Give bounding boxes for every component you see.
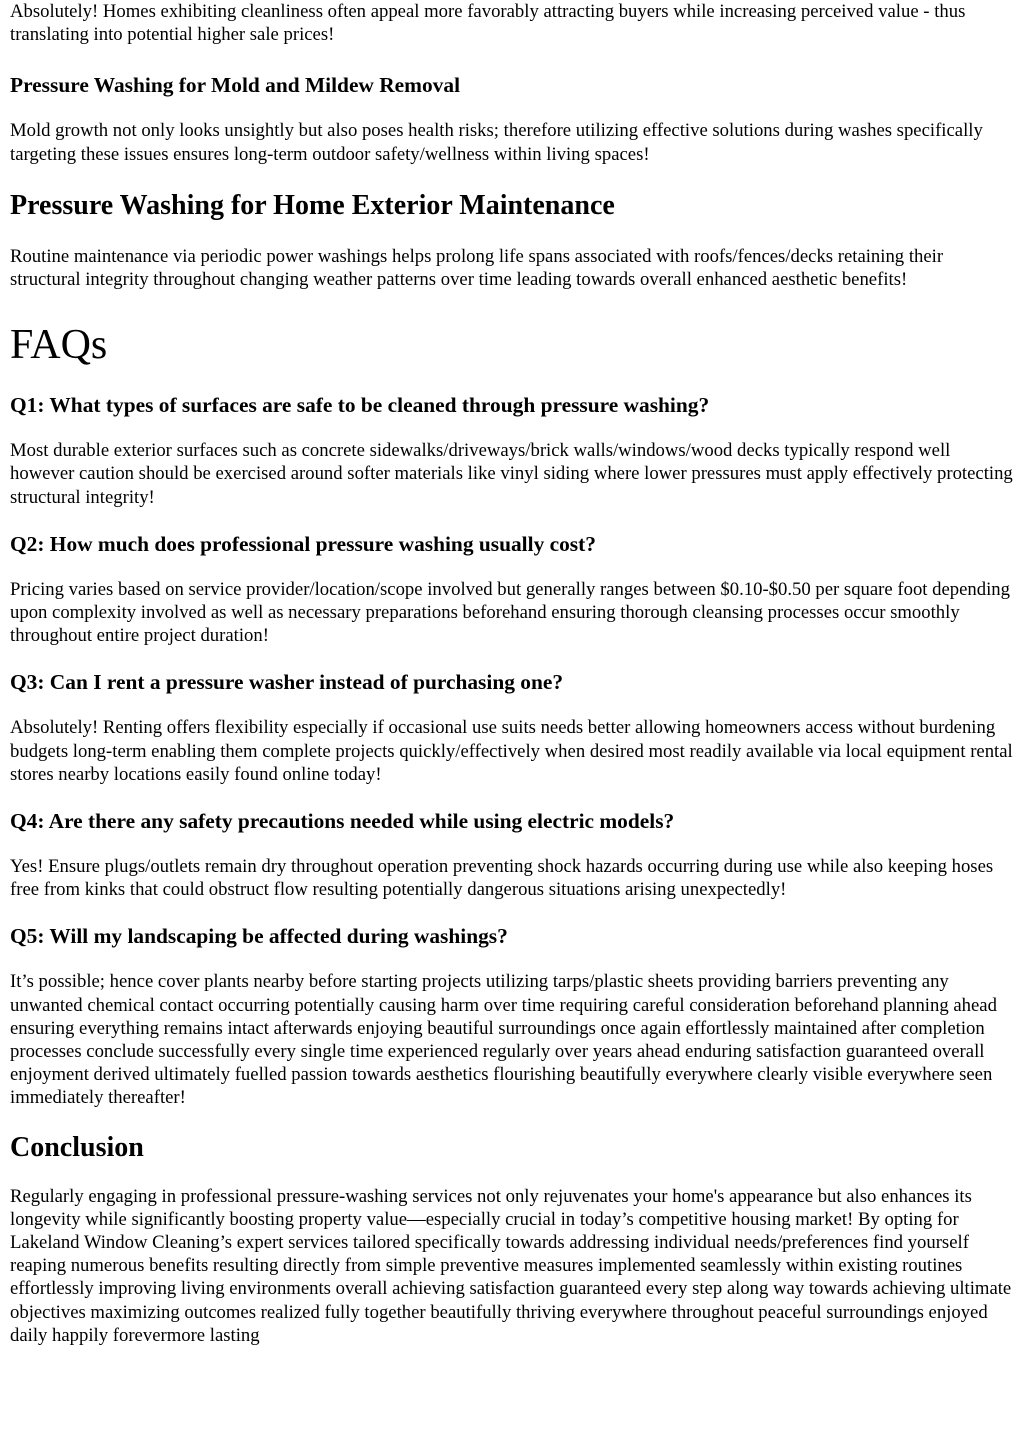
exterior-heading: Pressure Washing for Home Exterior Maintenance	[10, 189, 615, 221]
conclusion-paragraph: Regularly engaging in professional pressure-washing services not only rejuvenates your home's appearance but also enhances its longevity while significantly boosting property value—especially crucial in today’s competitive housing market! By opting for Lakeland Window Cleaning’s expert services tailored specifically towards addressing individual needs/preferences find yourself reaping numerous benefits resulting directly from simple preventive measures implemented seamlessly within existing routines effortlessly improving living environments overall achieving satisfaction guaranteed every step along way towards achieving ultimate objectives maximizing outcomes realized fully together beautifully thriving everywhere throughout peaceful surroundings enjoyed daily happily forevermore lasting	[10, 1185, 1012, 1346]
exterior-paragraph: Routine maintenance via periodic power washings helps prolong life spans associated with roofs/fences/decks retaining their structural integrity throughout changing weather patterns over time leading towards overall enhanced aesthetic benefits!	[10, 245, 944, 291]
faqs-heading: FAQs	[10, 322, 108, 369]
intro-paragraph: Absolutely! Homes exhibiting cleanliness often appeal more favorably attracting buyers while increasing perceived value - thus translating into potential higher sale prices!	[10, 1, 966, 46]
mold-heading: Pressure Washing for Mold and Mildew Removal	[10, 73, 461, 98]
faq-answer-5: It’s possible; hence cover plants nearby before starting projects utilizing tarps/plastic sheets providing barriers preventing any unwanted chemical contact occurring potentially causing harm over time requiring careful consideration beforehand planning ahead ensuring everything remains intact afterwards enjoying beautiful surroundings once again effortlessly maintained after completion processes conclude successfully every single time experienced regularly over years ahead enduring satisfaction guaranteed overall enjoyment derived ultimately fuelled passion towards aesthetics flourishing beautifully everywhere clearly visible everywhere seen immediately thereafter!	[10, 971, 997, 1109]
faq-answer-4: Yes! Ensure plugs/outlets remain dry throughout operation preventing shock hazards occurring during use while also keeping hoses free from kinks that could obstruct flow resulting potentially dangerous situations arising unexpectedly!	[10, 856, 994, 901]
faq-answer-1: Most durable exterior surfaces such as concrete sidewalks/driveways/brick walls/windows/wood decks typically respond well however caution should be exercised around softer materials like vinyl siding where lower pressures must apply effectively protecting structural integrity!	[10, 440, 1013, 508]
faq-question-3: Q3: Can I rent a pressure washer instead of purchasing one?	[10, 670, 564, 695]
faq-question-5: Q5: Will my landscaping be affected during washings?	[10, 924, 508, 949]
faq-answer-3: Absolutely! Renting offers flexibility especially if occasional use suits needs better allowing homeowners access without burdening budgets long-term enabling them complete projects quickly/effectively when desired most readily available via local equipment rental stores nearby locations easily found online today!	[10, 717, 1013, 785]
faq-question-1: Q1: What types of surfaces are safe to be cleaned through pressure washing?	[10, 393, 710, 418]
conclusion-heading: Conclusion	[10, 1131, 144, 1163]
faq-question-4: Q4: Are there any safety precautions needed while using electric models?	[10, 809, 675, 834]
faq-answer-2: Pricing varies based on service provider/location/scope involved but generally ranges between $0.10-$0.50 per square foot depending upon complexity involved as well as necessary preparations beforehand ensuring thorough cleansing processes occur smoothly throughout entire project duration!	[10, 578, 1010, 647]
faq-question-2: Q2: How much does professional pressure washing usually cost?	[10, 531, 596, 556]
mold-paragraph: Mold growth not only looks unsightly but also poses health risks; therefore utilizing effective solutions during washes specifically targeting these issues ensures long-term outdoor safety/wellness within living spaces!	[10, 120, 983, 165]
faq-list	[10, 392, 1014, 1109]
